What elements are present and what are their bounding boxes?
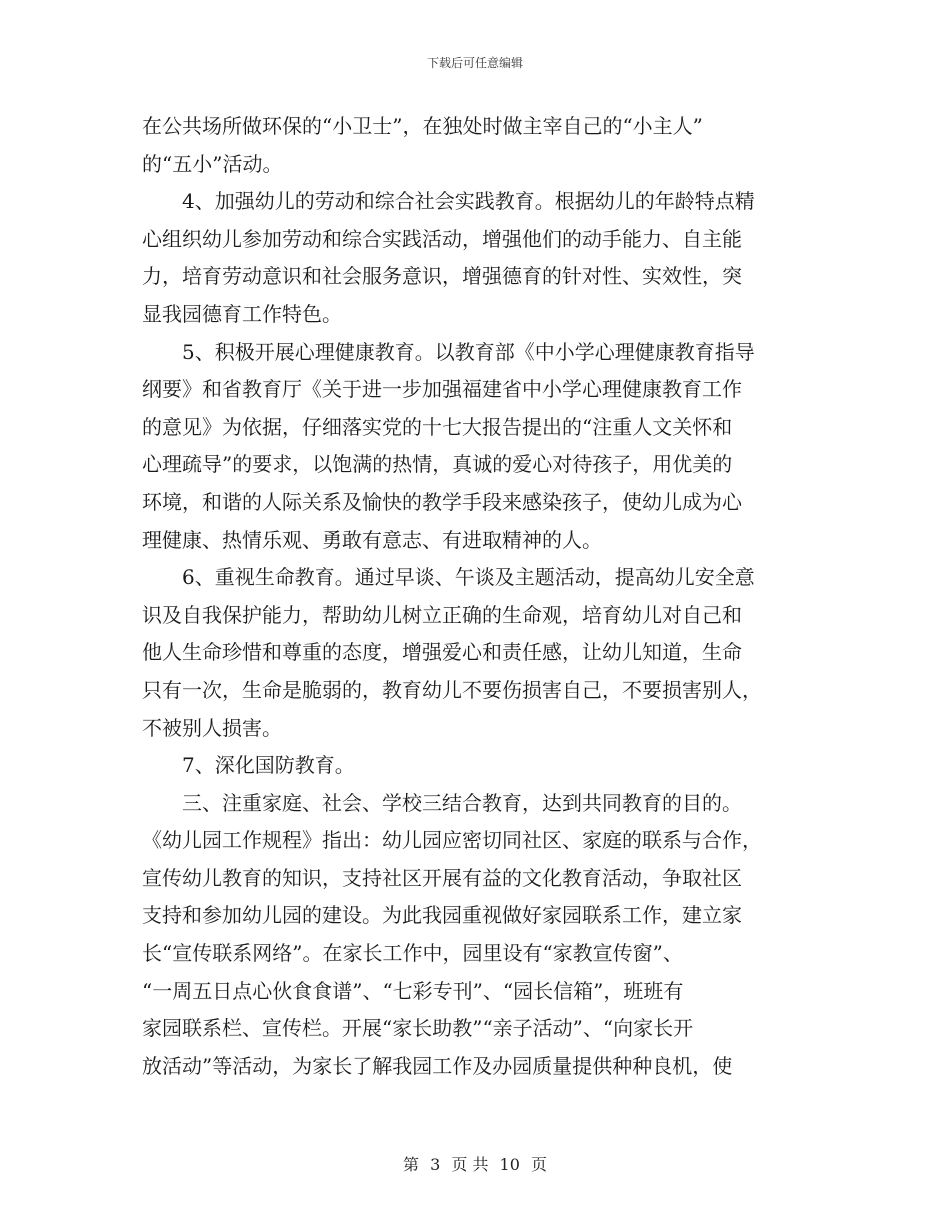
text-line: 纲要》和省教育厅《关于进一步加强福建省中小学心理健康教育工作 — [142, 377, 742, 402]
total-pages: 10 — [499, 1155, 520, 1174]
text-line: 在公共场所做环保的“小卫士”，在独处时做主宰自己的“小主人” — [142, 114, 703, 138]
text-line: 三、注重家庭、社会、学校三结合教育，达到共同教育的目的。 — [142, 790, 742, 815]
page-footer — [0, 1152, 950, 1175]
text-line: 家园联系栏、宣传栏。开展“家长助教”“亲子活动”、“向家长开 — [142, 1016, 694, 1041]
text-line: 7、深化国防教育。 — [142, 753, 355, 778]
document-body — [142, 108, 810, 1085]
text-line: 只有一次，生命是脆弱的，教育幼儿不要伤损害自己，不要损害别人， — [142, 677, 762, 702]
footer-prefix: 第 — [402, 1155, 419, 1174]
text-line: 环境，和谐的人际关系及愉快的教学手段来感染孩子，使幼儿成为心 — [142, 489, 742, 514]
footer-suffix: 页 — [531, 1155, 548, 1174]
text-line: 长“宣传联系网络”。在家长工作中，园里设有“家教宣传窗”、 — [142, 941, 683, 966]
text-line: 5、积极开展心理健康教育。以教育部《中小学心理健康教育指导 — [142, 339, 755, 364]
text-line: 不被别人损害。 — [142, 715, 282, 740]
text-line: 宣传幼儿教育的知识，支持社区开展有益的文化教育活动，争取社区 — [142, 865, 742, 890]
text-line: “一周五日点心伙食食谱”、“七彩专刊”、“园长信箱”，班班有 — [142, 978, 684, 1003]
text-line: 显我园德育工作特色。 — [142, 301, 342, 326]
text-line: 4、加强幼儿的劳动和综合社会实践教育。根据幼儿的年龄特点精 — [142, 189, 755, 214]
page-header: 下载后可任意编辑 — [426, 56, 523, 70]
text-line: 心组织幼儿参加劳动和综合实践活动，增强他们的动手能力、自主能 — [142, 226, 742, 251]
text-line: 理健康、热情乐观、勇敢有意志、有进取精神的人。 — [142, 527, 602, 552]
text-line: 6、重视生命教育。通过早谈、午谈及主题活动，提高幼儿安全意 — [142, 565, 755, 590]
text-line: 识及自我保护能力，帮助幼儿树立正确的生命观，培育幼儿对自己和 — [142, 602, 742, 627]
text-line: 放活动”等活动，为家长了解我园工作及办园质量提供种种良机，使 — [142, 1053, 733, 1078]
text-line: 力，培育劳动意识和社会服务意识，增强德育的针对性、实效性，突 — [142, 264, 742, 289]
text-line: 心理疏导”的要求，以饱满的热情，真诚的爱心对待孩子，用优美的 — [142, 452, 733, 477]
text-line: 的“五小”活动。 — [142, 151, 283, 176]
text-line: 支持和参加幼儿园的建设。为此我园重视做好家园联系工作，建立家 — [142, 903, 742, 928]
text-line: 他人生命珍惜和尊重的态度，增强爱心和责任感，让幼儿知道，生命 — [142, 640, 742, 665]
footer-middle: 页 共 — [451, 1155, 489, 1174]
text-line: 《幼儿园工作规程》指出：幼儿园应密切同社区、家庭的联系与合作， — [142, 828, 762, 853]
page-number: 3 — [430, 1155, 441, 1174]
text-line: 的意见》为依据，仔细落实党的十七大报告提出的“注重人文关怀和 — [142, 414, 733, 439]
